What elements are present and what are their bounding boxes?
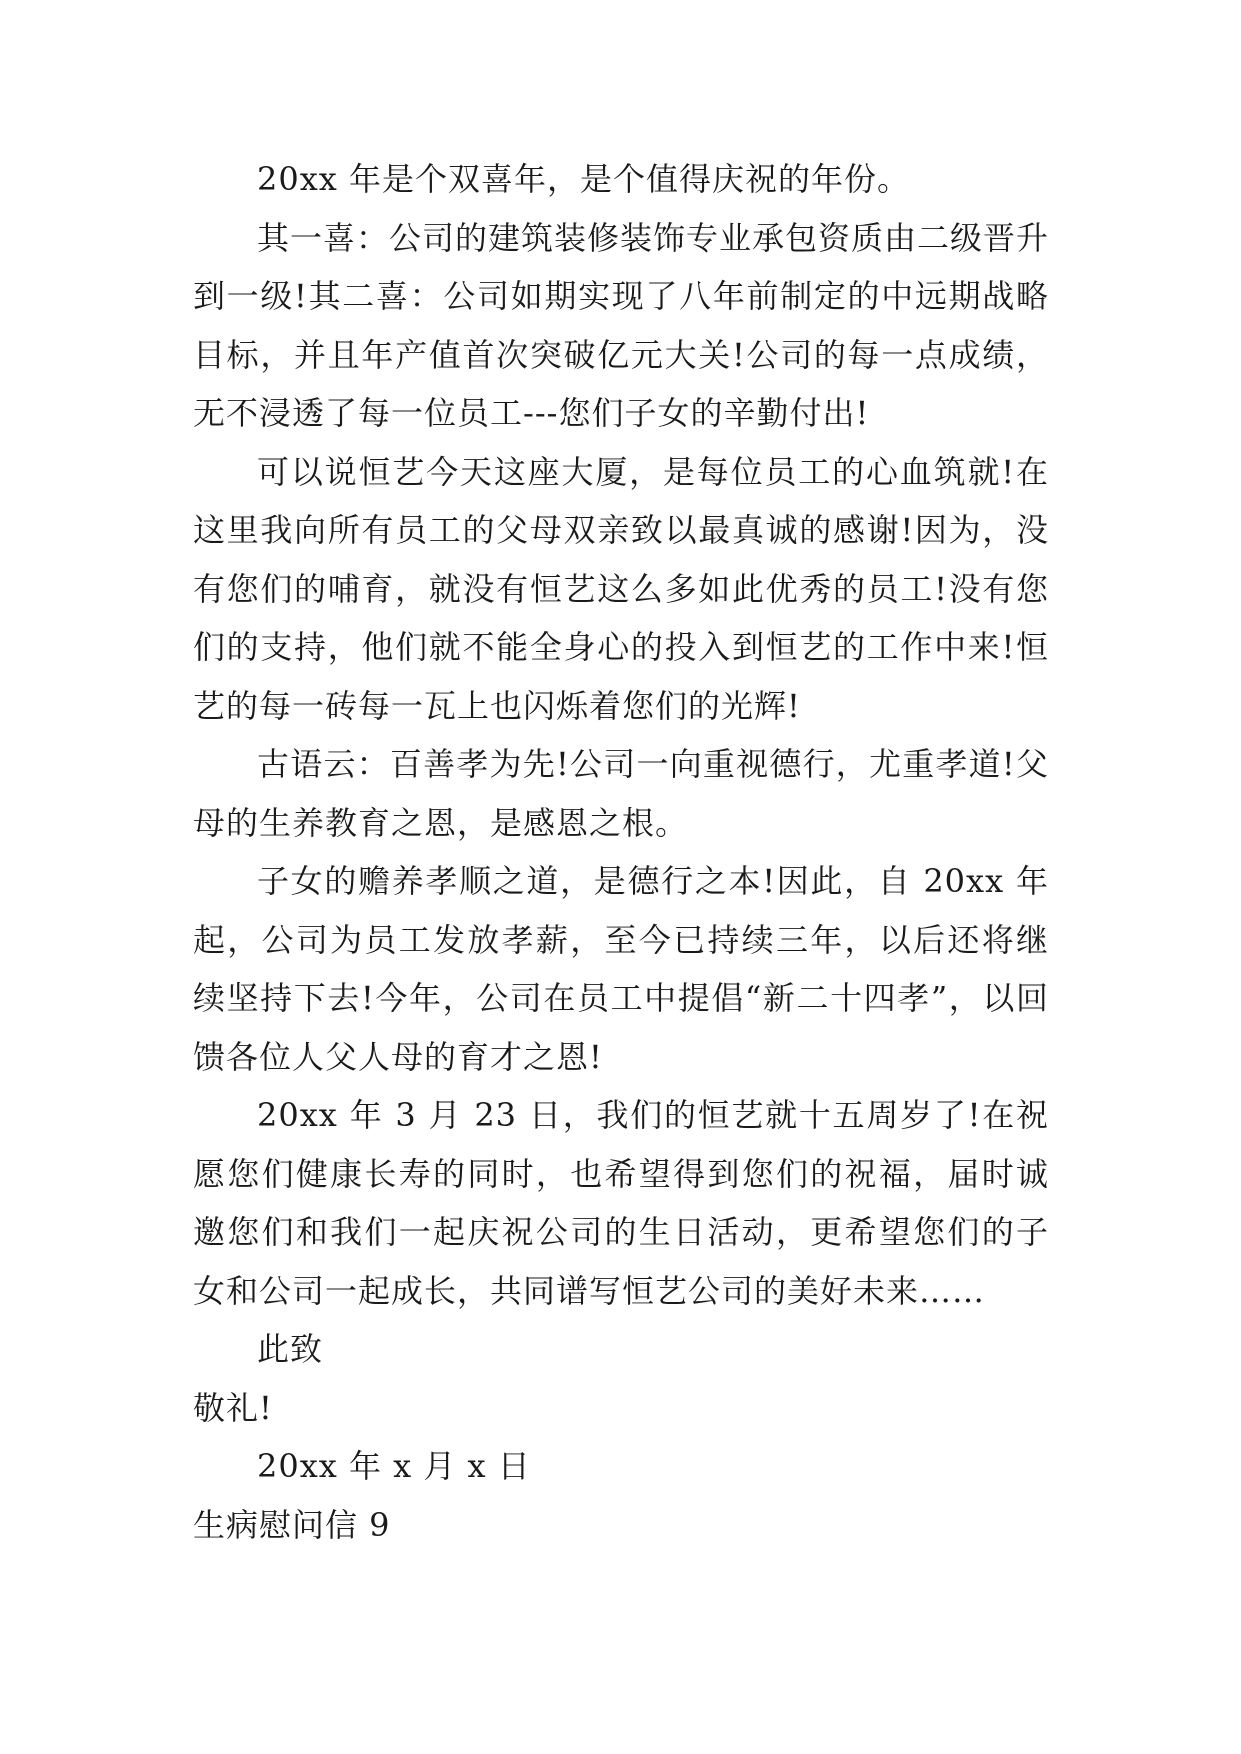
letter-date: 20xx 年 x 月 x 日 bbox=[257, 1447, 531, 1485]
paragraph-filial-piety: 古语云：百善孝为先!公司一向重视德行，尤重孝道!父母的生养教育之恩，是感恩之根。 bbox=[193, 745, 1049, 842]
paragraph-intro: 20xx 年是个双喜年，是个值得庆祝的年份。 bbox=[257, 160, 910, 198]
salutation-cizhi: 此致 bbox=[257, 1330, 324, 1368]
next-section-title: 生病慰问信 9 bbox=[193, 1505, 391, 1544]
paragraph-thanks: 可以说恒艺今天这座大厦，是每位员工的心血筑就!在这里我向所有员工的父母双亲致以最真诚的感谢!因为，没有您们的哺育，就没有恒艺这么多如此优秀的员工!没有您们的支持，他们就不能全身心的投入到恒艺的工作中来!恒艺的每一砖每一瓦上也闪烁着您们的光辉! bbox=[193, 452, 1049, 725]
paragraph-filial-salary: 子女的赡养孝顺之道，是德行之本!因此，自 20xx 年起，公司为员工发放孝薪，至今已持续三年，以后还将继续坚持下去!今年，公司在员工中提倡“新二十四孝”，以回馈各位人父人母的育才之恩! bbox=[193, 862, 1049, 1076]
letter-body bbox=[193, 150, 1049, 1554]
paragraph-two-joys: 其一喜：公司的建筑装修装饰专业承包资质由二级晋升到一级!其二喜：公司如期实现了八年前制定的中远期战略目标，并且年产值首次突破亿元大关!公司的每一点成绩，无不浸透了每一位员工---您们子女的辛勤付出! bbox=[193, 218, 1050, 432]
salutation-jingli: 敬礼! bbox=[193, 1388, 273, 1427]
paragraph-anniversary: 20xx 年 3 月 23 日，我们的恒艺就十五周岁了!在祝愿您们健康长寿的同时，也希望得到您们的祝福，届时诚邀您们和我们一起庆祝公司的生日活动，更希望您们的子女和公司一起成长，共同谱写恒艺公司的美好未来…… bbox=[193, 1096, 1049, 1310]
